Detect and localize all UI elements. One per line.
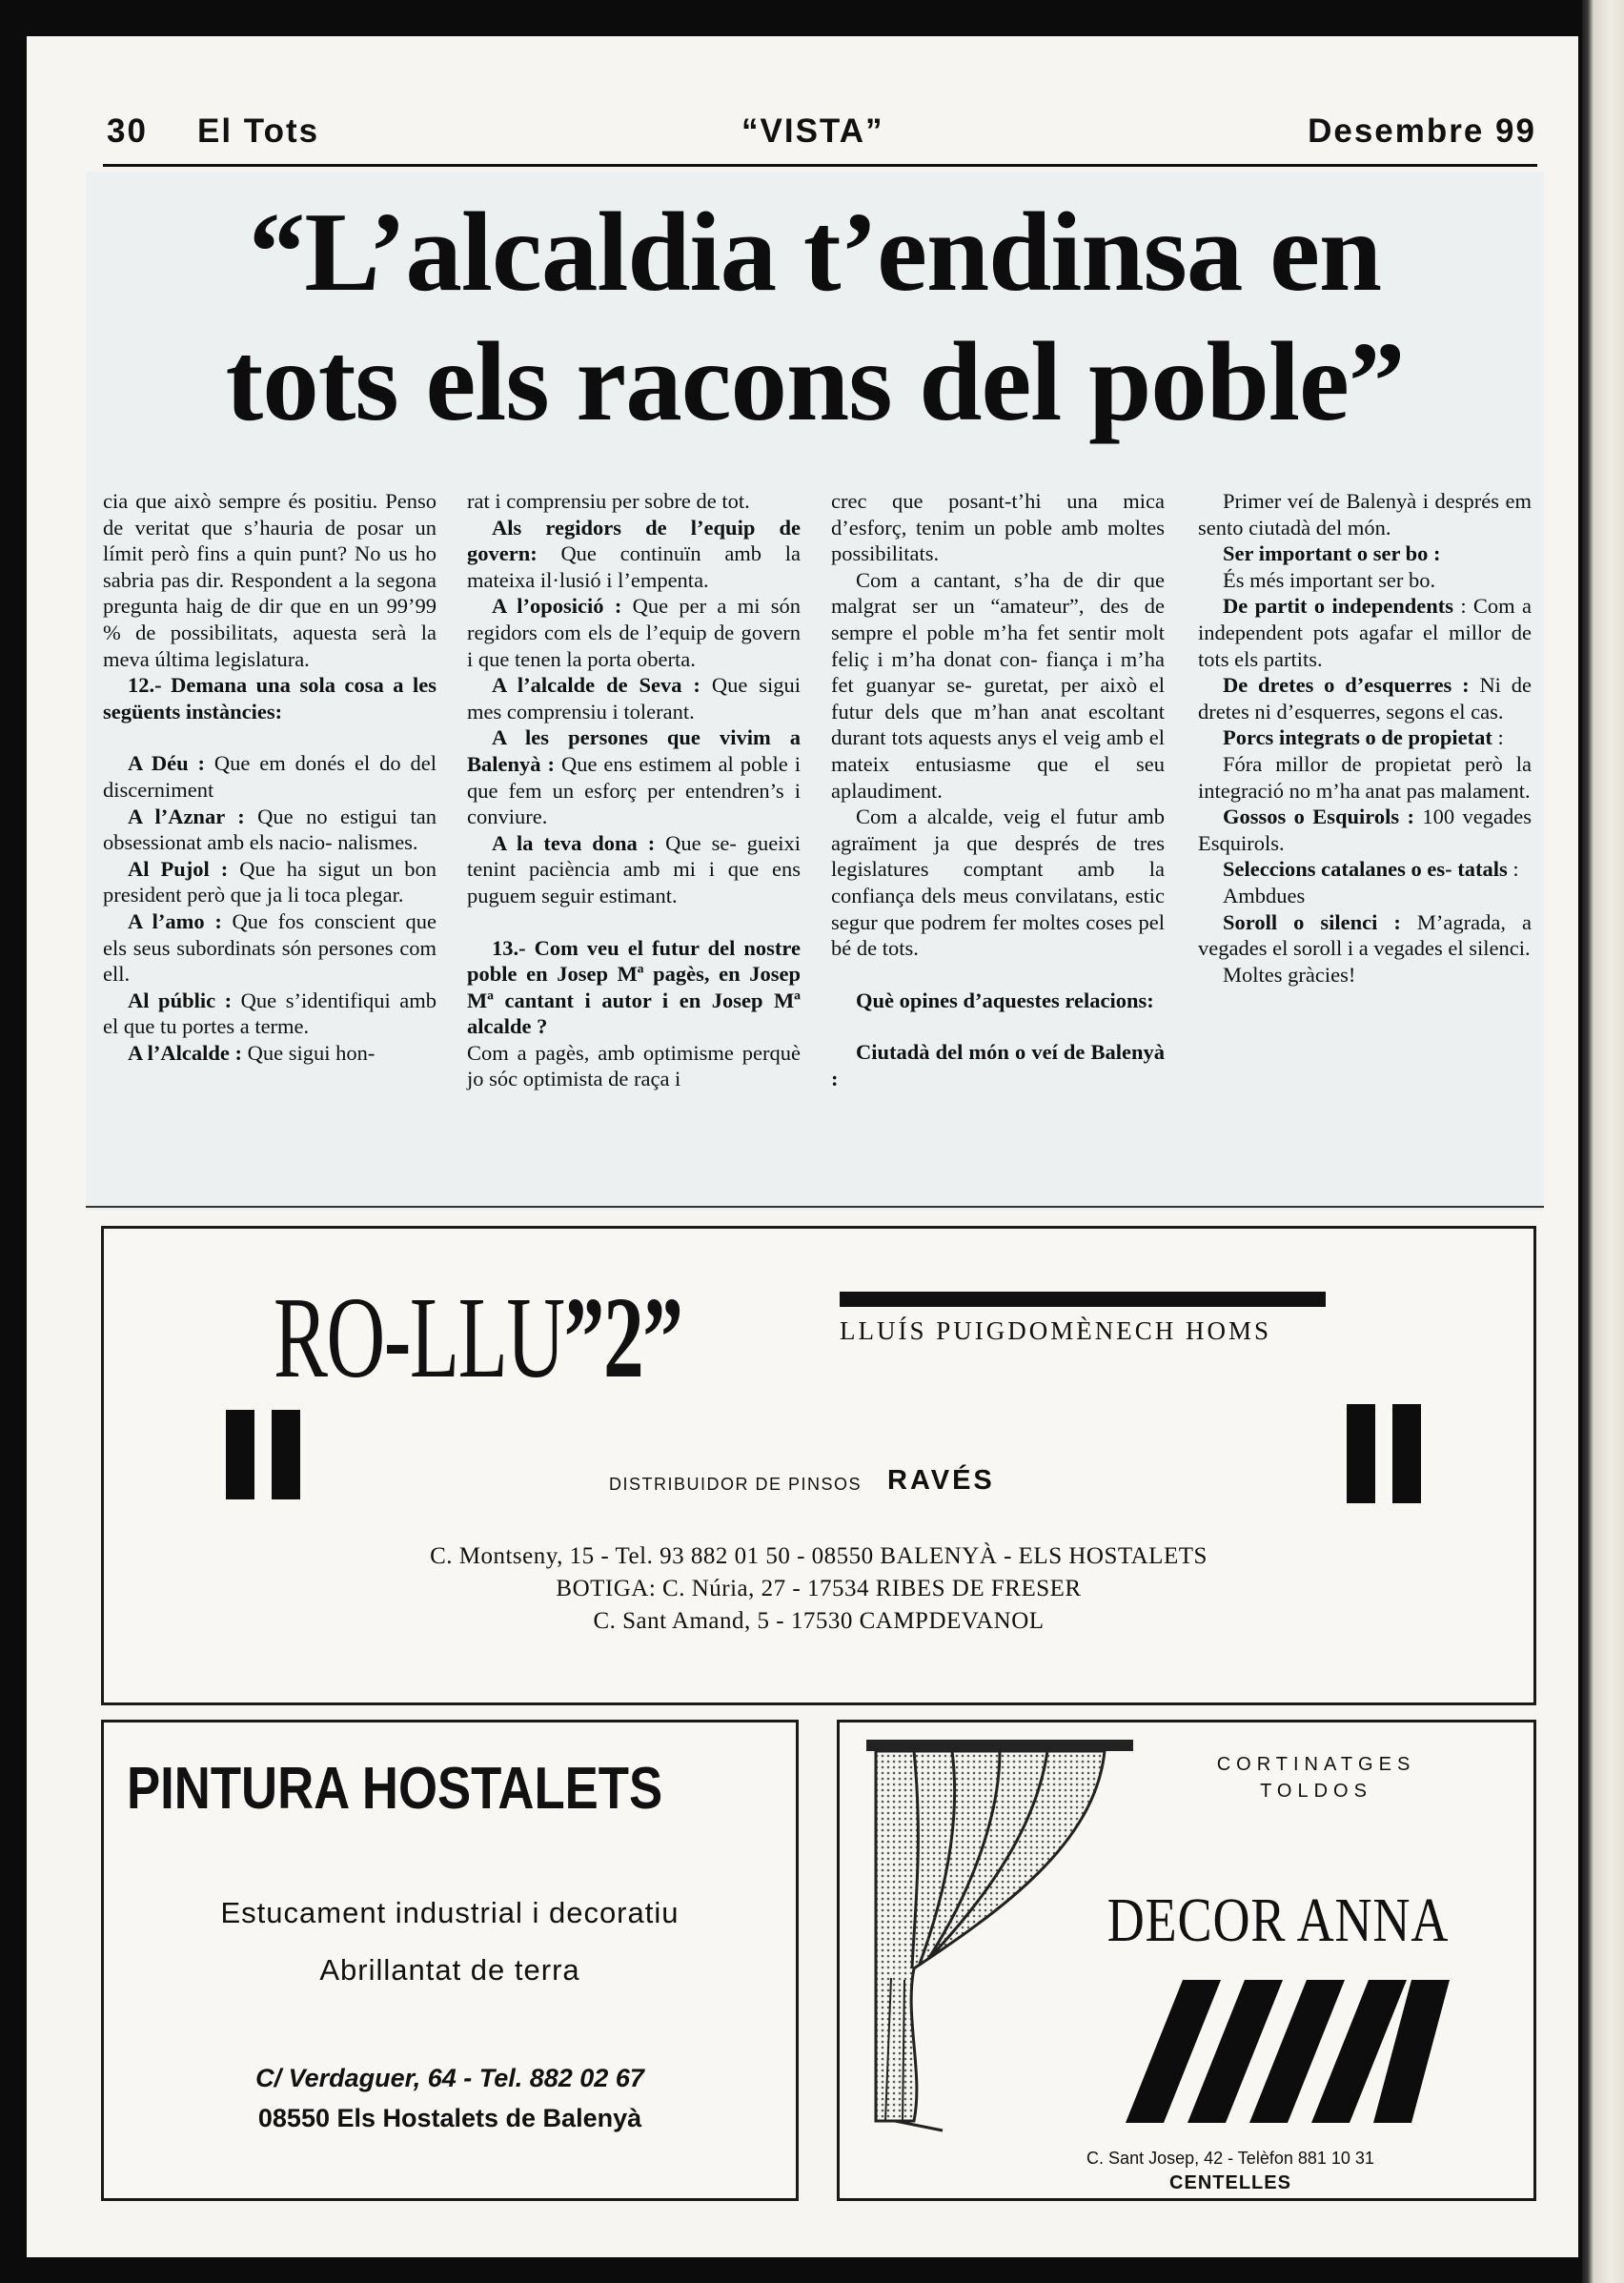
question-relations: Què opines d’aquestes relacions: — [856, 988, 1154, 1012]
answer-seleccions: Ambdues — [1223, 883, 1306, 907]
paragraph: crec que posant-t’hi una mica d’esforç, tenim un poble amb moltes possibilitats. — [831, 489, 1165, 566]
raves-label: RAVÉS — [887, 1465, 995, 1496]
service-line-1: Estucament industrial i decoratiu — [220, 1896, 680, 1929]
address-line-2: BOTIGA: C. Núria, 27 - 17534 RIBES DE FRESER — [556, 1576, 1082, 1601]
page-header — [107, 112, 1536, 160]
question-12: 12.- Demana una sola cosa a les següents instàncies: — [103, 673, 436, 724]
answer-soroll: Soroll o silenci : M’agrada, a vegades el soroll i a vegades el silenci. — [1198, 909, 1532, 961]
address-line-1: C. Montseny, 15 - Tel. 93 882 01 50 - 08550 BALENYÀ - ELS HOSTALETS — [430, 1543, 1208, 1569]
headline-line-1: “L’alcaldia t’endinsa en — [248, 189, 1382, 315]
double-bar-icon-left — [216, 1410, 312, 1499]
question-seleccions: Seleccions catalanes o es- tatals : — [1223, 857, 1519, 882]
services-lines: CORTINATGES TOLDOS — [1216, 1754, 1416, 1802]
address-line-3: C. Sant Amand, 5 - 17530 CAMPDEVANOL — [593, 1608, 1045, 1634]
paragraph: Com a alcalde, veig el futur amb agraïment ja que després de tres legislatures comptant amb la confiança dels meus convilatans, estic segur que podrem fer moltes coses pel bé de tots. — [831, 805, 1165, 961]
answer-pujol: Al Pujol : Que ha sigut un bon president però que ja li toca plegar. — [103, 856, 436, 907]
decorative-bar — [840, 1292, 1326, 1307]
answer-gossos: Gossos o Esquirols : 100 vegades Esquirols. — [1198, 805, 1532, 855]
town-line: CENTELLES — [1169, 2172, 1291, 2193]
question-ciutada: Ciutadà del món o veí de Balenyà : — [831, 1040, 1165, 1091]
answer-public: Al públic : Que s’identifiqui amb el que tu portes a terme. — [103, 988, 436, 1039]
advert-title: PINTURA HOSTALETS — [127, 1756, 663, 1822]
answer-important: És més important ser bo. — [1223, 567, 1436, 592]
section-name: “VISTA” — [741, 112, 884, 150]
service-line-2: Abrillantat de terra — [319, 1953, 580, 1987]
answer-dretes: De dretes o d’esquerres : Ni de dretes ni d’esquerres, segons el cas. — [1198, 673, 1532, 724]
distributor-label: DISTRIBUIDOR DE PINSOS — [609, 1475, 863, 1494]
paragraph: Com a cantant, s’ha de dir que malgrat ser un “amateur”, des de sempre el poble m’ha fet sentir molt feliç i m’ha donat con- fiança i m’ha fet guanyar se- guretat, per això el futur dels que m’han anat escoltant durant tots aquests anys el veig amb el mateix entusiasme que el seu aplaudiment. — [831, 567, 1165, 803]
headline-line-2: tots els racons del poble” — [225, 318, 1405, 444]
question-important: Ser important o ser bo : — [1223, 541, 1441, 566]
header-rule — [103, 164, 1537, 167]
page-edge — [1582, 0, 1624, 2283]
closing-thanks: Moltes gràcies! — [1223, 962, 1356, 987]
double-bar-icon-right — [1337, 1404, 1432, 1503]
address-line: C/ Verdaguer, 64 - Tel. 882 02 67 — [255, 2064, 644, 2092]
question-13: 13.- Com veu el futur del nostre poble en Josep Mª pagès, en Josep Mª cantant i autor i en Josep Mª alcalde ? — [467, 935, 801, 1039]
article-column-3 — [831, 488, 1165, 1091]
article-column-1 — [103, 488, 436, 1066]
awning-stripes-icon — [1126, 1980, 1450, 2132]
paragraph: rat i comprensiu per sobre de tot. — [467, 489, 750, 513]
brand-name: DECOR ANNA — [1106, 1886, 1450, 1955]
answer-porcs: Fóra millor de propietat però la integració no m’ha anat pas malament. — [1198, 751, 1532, 803]
town-line: 08550 Els Hostalets de Balenyà — [257, 2104, 642, 2132]
owner-name: LLUÍS PUIGDOMÈNECH HOMS — [840, 1316, 1272, 1345]
answer-alcalde: A l’Alcalde : Que sigui hon- — [128, 1040, 376, 1065]
issue-date: Desembre 99 — [1308, 112, 1536, 150]
article-headline — [95, 187, 1534, 446]
publication-name: El Tots — [197, 112, 320, 150]
paragraph: Com a pagès, amb optimisme perquè jo sóc optimista de raça i — [467, 1040, 801, 1091]
answer-amo: A l’amo : Que fos conscient que els seus subordinats són persones com ell. — [103, 908, 436, 987]
answer-dona: A la teva dona : Que se- gueixi tenint paciència amb mi i que ens puguem seguir estimant. — [467, 830, 801, 907]
answer-partit: De partit o independents : Com a independent pots agafar el millor de tots els partits. — [1198, 594, 1533, 671]
article-column-2 — [467, 488, 801, 1092]
advert-decor-anna — [837, 1720, 1536, 2201]
answer-regidors: Als regidors de l’equip de govern: Que continuïn amb la mateixa il·lusió i l’empenta. — [467, 515, 801, 592]
page-number: 30 — [107, 112, 148, 150]
answer-aznar: A l’Aznar : Que no estigui tan obsessionat amb els nacio- nalismes. — [103, 804, 436, 855]
answer-oposicio: A l’oposició : Que per a mi són regidors com els de l’equip de govern i que tenen la porta oberta. — [467, 594, 801, 671]
answer-persones: A les persones que vivim a Balenyà : Que ens estimem al poble i que fem un esforç per entendren’s i conviure. — [467, 725, 801, 829]
answer-deu: A Déu : Que em donés el do del discerniment — [103, 751, 436, 802]
answer-seva: A l’alcalde de Seva : Que sigui mes comprensiu i tolerant. — [467, 673, 802, 724]
article-column-4 — [1198, 488, 1532, 988]
paragraph: cia que això sempre és positiu. Penso de veritat que s’hauria de posar un límit però fins a quin punt? No us ho sabria pas dir. Respondent a la segona pregunta haig de dir que en un 99’99 % de possibilitats, aquesta serà la meva última legislatura. — [103, 489, 436, 671]
paragraph: Primer veí de Balenyà i després em sento ciutadà del món. — [1198, 489, 1532, 540]
advert-rollu — [101, 1226, 1536, 1705]
article-bottom-rule — [86, 1206, 1544, 1208]
advert-pintura-hostalets — [101, 1720, 799, 2201]
address-line: C. Sant Josep, 42 - Telèfon 881 10 31 — [1086, 2149, 1374, 2168]
rollu-logo: RO-LLU”2” — [274, 1274, 682, 1402]
question-porcs: Porcs integrats o de propietat : — [1223, 725, 1504, 750]
